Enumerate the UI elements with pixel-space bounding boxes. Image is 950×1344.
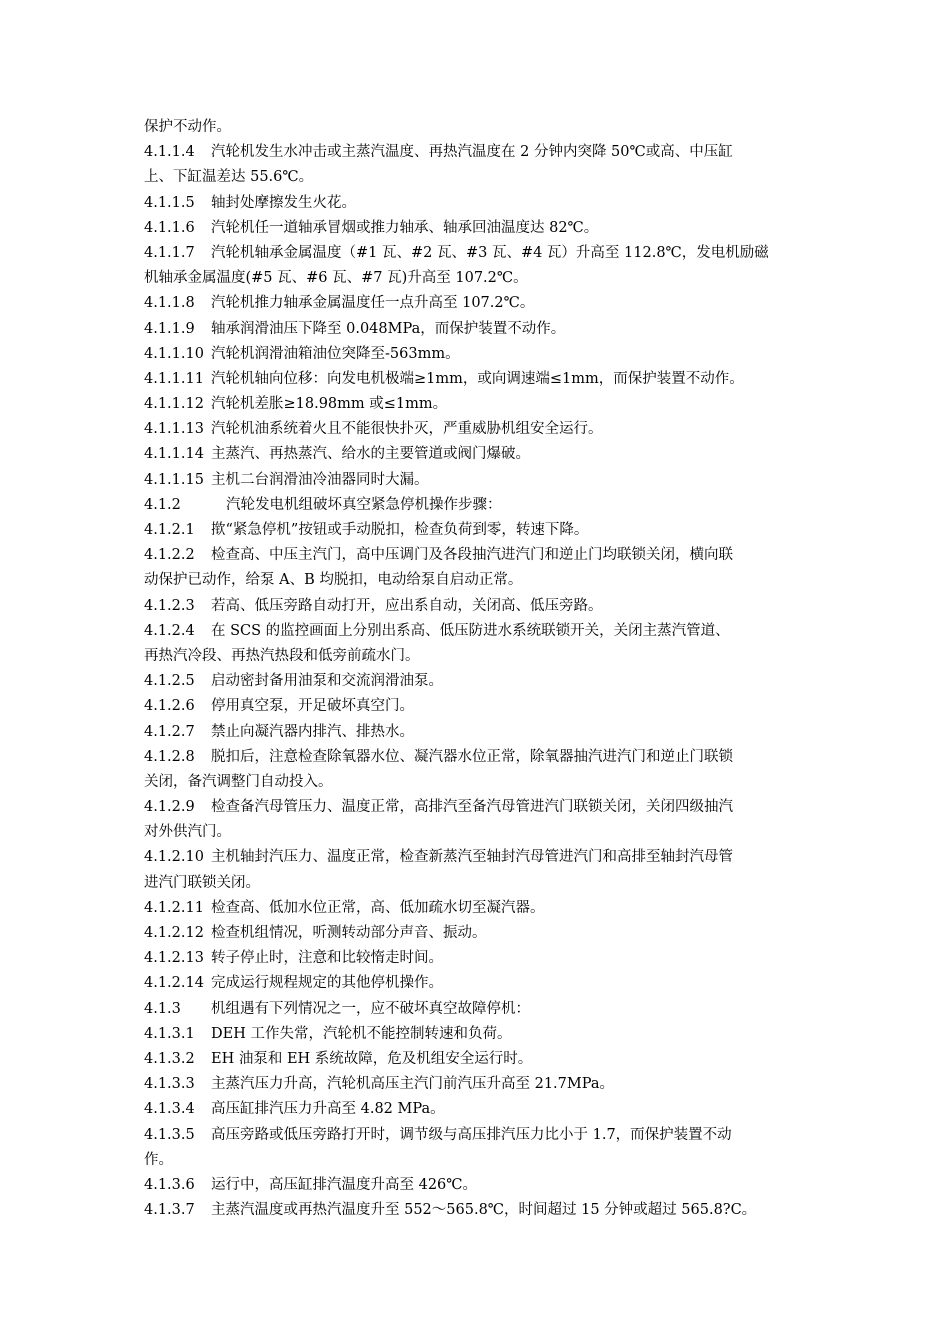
text-line — [144, 720, 808, 745]
clause-number: 4.1.3.4 — [144, 1101, 195, 1118]
clause-number: 4.1.1.15 — [144, 471, 204, 488]
text-line — [144, 1123, 808, 1148]
clause-number: 4.1.2.5 — [144, 673, 195, 690]
text-line — [144, 845, 808, 870]
clause-text: 脱扣后，注意检查除氧器水位、凝汽器水位正常，除氧器抽汽进汽门和逆止门联锁 — [211, 748, 733, 765]
text-line — [144, 795, 808, 820]
clause-text: 机轴承金属温度(#5 瓦、#6 瓦、#7 瓦)升高至 107.2℃。 — [144, 270, 528, 287]
document-page — [144, 115, 808, 1223]
clause-text: 停用真空泵，开足破坏真空门。 — [211, 698, 414, 715]
clause-number: 4.1.1.11 — [144, 370, 204, 387]
text-line — [144, 216, 808, 241]
text-line — [144, 946, 808, 971]
clause-number: 4.1.3.1 — [144, 1025, 195, 1042]
text-line — [144, 694, 808, 719]
text-line — [144, 770, 808, 795]
text-line — [144, 1047, 808, 1072]
clause-number: 4.1.2.4 — [144, 622, 195, 639]
text-line — [144, 568, 808, 593]
clause-text: 机组遇有下列情况之一，应不破坏真空故障停机： — [211, 1000, 530, 1017]
clause-number: 4.1.2.8 — [144, 748, 195, 765]
text-line — [144, 165, 808, 190]
clause-number: 4.1.3.7 — [144, 1202, 195, 1219]
clause-text: 汽轮机油系统着火且不能很快扑灭，严重威胁机组安全运行。 — [211, 421, 603, 438]
clause-text: 主机二台润滑油冷油器同时大漏。 — [211, 471, 429, 488]
text-line — [144, 745, 808, 770]
clause-text: 对外供汽门。 — [144, 824, 231, 841]
text-line — [144, 921, 808, 946]
text-line — [144, 266, 808, 291]
text-line — [144, 317, 808, 342]
clause-text: 转子停止时，注意和比较惰走时间。 — [211, 950, 443, 967]
clause-number: 4.1.2.1 — [144, 522, 195, 538]
clause-number: 4.1.3 — [144, 1000, 181, 1017]
clause-text: 完成运行规程规定的其他停机操作。 — [211, 975, 443, 992]
text-line — [144, 1173, 808, 1198]
clause-number: 4.1.2 — [144, 496, 181, 513]
clause-text: 汽轮机差胀≥18.98mm 或≤1mm。 — [211, 396, 448, 413]
text-line — [144, 442, 808, 467]
text-line — [144, 417, 808, 442]
clause-number: 4.1.3.3 — [144, 1076, 195, 1093]
clause-number: 4.1.1.13 — [144, 421, 204, 438]
clause-text: 上、下缸温差达 55.6℃。 — [144, 169, 314, 186]
clause-text: 再热汽冷段、再热汽热段和低旁前疏水门。 — [144, 647, 420, 664]
clause-number: 4.1.1.12 — [144, 396, 204, 413]
clause-number: 4.1.3.2 — [144, 1050, 195, 1067]
clause-text: 汽轮机轴向位移：向发电机极端≥1mm，或向调速端≤1mm，而保护装置不动作。 — [211, 370, 744, 387]
clause-text: 汽轮机任一道轴承冒烟或推力轴承、轴承回油温度达 82℃。 — [211, 219, 599, 236]
clause-text: 轴封处摩擦发生火花。 — [211, 194, 356, 211]
clause-text: 主蒸汽压力升高，汽轮机高压主汽门前汽压升高至 21.7MPa。 — [211, 1076, 614, 1093]
clause-number: 4.1.2.6 — [144, 698, 195, 715]
text-line — [144, 1072, 808, 1097]
clause-text: 主蒸汽温度或再热汽温度升至 552～565.8℃，时间超过 15 分钟或超过 565.8?C。 — [211, 1202, 757, 1219]
clause-text: 汽轮机推力轴承金属温度任一点升高至 107.2℃。 — [211, 295, 535, 312]
text-line — [144, 871, 808, 896]
text-line — [144, 291, 808, 316]
clause-text: 汽轮发电机组破坏真空紧急停机操作步骤： — [226, 496, 502, 513]
clause-number: 4.1.2.3 — [144, 597, 195, 614]
text-line — [144, 342, 808, 367]
clause-number: 4.1.1.6 — [144, 219, 195, 236]
text-line — [144, 896, 808, 921]
clause-text: 检查高、低加水位正常，高、低加疏水切至凝汽器。 — [211, 899, 545, 916]
clause-text: 主机轴封汽压力、温度正常，检查新蒸汽至轴封汽母管进汽门和高排至轴封汽母管 — [211, 849, 733, 866]
clause-text: 在 SCS 的监控画面上分别出系高、低压防进水系统联锁开关，关闭主蒸汽管道、 — [211, 622, 730, 639]
clause-number: 4.1.2.11 — [144, 899, 204, 916]
clause-text: 禁止向凝汽器内排汽、排热水。 — [211, 723, 414, 740]
clause-text: 进汽门联锁关闭。 — [144, 874, 260, 891]
text-line — [144, 518, 808, 543]
text-line — [144, 493, 808, 518]
clause-text: 关闭，备汽调整门自动投入。 — [144, 773, 333, 790]
clause-number: 4.1.2.2 — [144, 547, 195, 564]
text-line — [144, 543, 808, 568]
clause-text: 运行中，高压缸排汽温度升高至 426℃。 — [211, 1176, 478, 1193]
text-line — [144, 594, 808, 619]
clause-number: 4.1.1.7 — [144, 244, 195, 261]
text-line — [144, 140, 808, 165]
clause-text: 作。 — [144, 1151, 173, 1168]
text-line — [144, 997, 808, 1022]
text-line — [144, 191, 808, 216]
clause-number: 4.1.1.8 — [144, 295, 195, 312]
clause-number: 4.1.2.14 — [144, 975, 204, 992]
text-line — [144, 644, 808, 669]
clause-text: 保护不动作。 — [144, 119, 231, 135]
clause-number: 4.1.2.13 — [144, 950, 204, 967]
clause-number: 4.1.3.5 — [144, 1126, 195, 1143]
text-line — [144, 392, 808, 417]
clause-text: 检查高、中压主汽门，高中压调门及各段抽汽进汽门和逆止门均联锁关闭，横向联 — [211, 547, 733, 564]
clause-number: 4.1.1.14 — [144, 446, 204, 463]
clause-number: 4.1.2.12 — [144, 925, 204, 941]
clause-text: 主蒸汽、再热蒸汽、给水的主要管道或阀门爆破。 — [211, 446, 530, 463]
clause-number: 4.1.2.9 — [144, 799, 195, 816]
clause-text: 动保护已动作，给泵 A、B 均脱扣，电动给泵自启动正常。 — [144, 572, 523, 589]
clause-number: 4.1.1.5 — [144, 194, 195, 211]
clause-text: 启动密封备用油泵和交流润滑油泵。 — [211, 673, 443, 690]
clause-number: 4.1.1.9 — [144, 320, 195, 337]
text-line — [144, 1022, 808, 1047]
text-line — [144, 619, 808, 644]
clause-text: DEH 工作失常，汽轮机不能控制转速和负荷。 — [211, 1025, 512, 1042]
clause-number: 4.1.2.7 — [144, 723, 195, 740]
clause-number: 4.1.2.10 — [144, 849, 204, 866]
clause-text: 汽轮机轴承金属温度（#1 瓦、#2 瓦、#3 瓦、#4 瓦）升高至 112.8℃，发电机励磁 — [211, 244, 769, 261]
clause-text: 汽轮机发生水冲击或主蒸汽温度、再热汽温度在 2 分钟内突降 50℃或高、中压缸 — [211, 144, 733, 161]
text-line — [144, 115, 808, 140]
clause-text: 汽轮机润滑油箱油位突降至-563mm。 — [211, 345, 460, 362]
clause-number: 4.1.1.4 — [144, 144, 195, 161]
text-line — [144, 1097, 808, 1122]
text-line — [144, 820, 808, 845]
clause-text: 检查备汽母管压力、温度正常，高排汽至备汽母管进汽门联锁关闭，关闭四级抽汽 — [211, 799, 733, 816]
text-line — [144, 241, 808, 266]
clause-text: 检查机组情况，听测转动部分声音、振动。 — [211, 925, 487, 941]
clause-text: 高压旁路或低压旁路打开时，调节级与高压排汽压力比小于 1.7，而保护装置不动 — [211, 1126, 732, 1143]
clause-number: 4.1.3.6 — [144, 1176, 195, 1193]
clause-text: 轴承润滑油压下降至 0.048MPa，而保护装置不动作。 — [211, 320, 566, 337]
clause-text: EH 油泵和 EH 系统故障，危及机组安全运行时。 — [211, 1050, 533, 1067]
text-line — [144, 669, 808, 694]
text-line — [144, 1148, 808, 1173]
text-line — [144, 367, 808, 392]
text-line — [144, 1198, 808, 1223]
text-line — [144, 971, 808, 996]
clause-text: 高压缸排汽压力升高至 4.82 MPa。 — [211, 1101, 445, 1118]
clause-text: 揿“紧急停机”按钮或手动脱扣，检查负荷到零，转速下降。 — [211, 522, 589, 538]
clause-number: 4.1.1.10 — [144, 345, 204, 362]
clause-text: 若高、低压旁路自动打开，应出系自动，关闭高、低压旁路。 — [211, 597, 603, 614]
text-line — [144, 468, 808, 493]
